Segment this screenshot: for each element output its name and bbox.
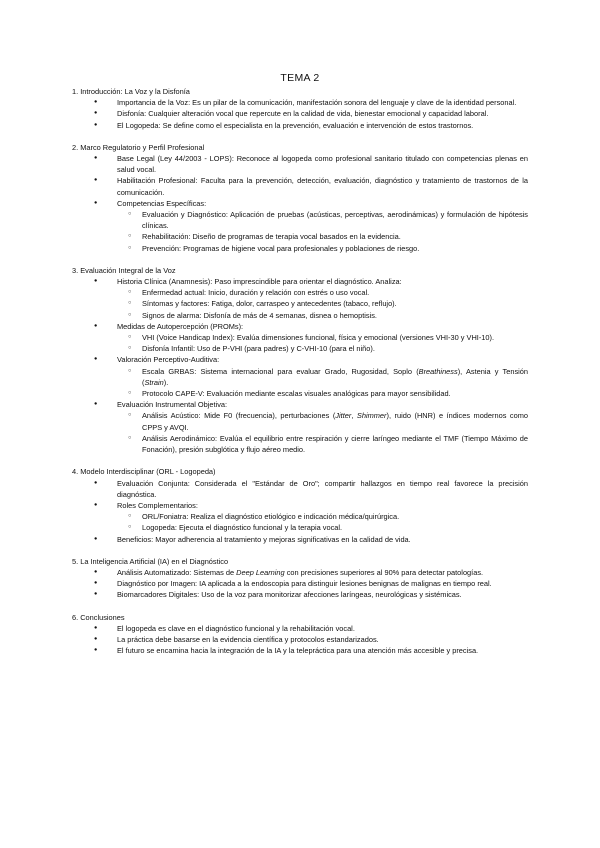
document-body: [72, 86, 528, 667]
section-heading: 2. Marco Regulatorio y Perfil Profesional: [72, 142, 205, 152]
list-item-text: Competencias Específicas:: [117, 198, 207, 208]
list-item: [72, 276, 528, 321]
list-item: [72, 567, 528, 578]
list-item-text: Biomarcadores Digitales: Uso de la voz para monitorizar afecciones laríngeas, neurológicas y sistémicas.: [117, 590, 462, 600]
section-heading: 3. Evaluación Integral de la Voz: [72, 265, 176, 275]
list-item: [72, 321, 528, 355]
section-heading: 6. Conclusiones: [72, 612, 125, 622]
list-item-text: Medidas de Autopercepción (PROMs):: [117, 321, 244, 331]
sub-list: [72, 410, 528, 455]
list-item: [72, 354, 528, 399]
sub-list-item: ○ Prevención: Programas de higiene vocal para profesionales y poblaciones de riesgo.: [72, 243, 528, 254]
list-item: [72, 589, 528, 600]
sub-list-item: ○ Análisis Aerodinámico: Evalúa el equilibrio entre respiración y cierre laríngeo mediante el TMF (Tiempo Máximo de Fonación), presión subglótica y flujo aéreo medio.: [72, 433, 528, 455]
list-item: [72, 478, 528, 500]
section-1: [72, 86, 528, 131]
list-item: [72, 578, 528, 589]
bullet-list: [72, 567, 528, 601]
list-item: [72, 399, 528, 455]
document-title: TEMA 2: [280, 72, 320, 84]
list-item-text: Habilitación Profesional: Faculta para la prevención, detección, evaluación, diagnóstico y tratamiento de trastornos de la comunicación.: [117, 176, 528, 197]
section-2: [72, 142, 528, 254]
section-6: [72, 612, 528, 657]
bullet-list: [72, 97, 528, 131]
sub-list-item: ○ ORL/Foniatra: Realiza el diagnóstico etiológico e indicación médica/quirúrgica.: [72, 511, 528, 522]
list-item: [72, 153, 528, 175]
list-item: [72, 198, 528, 254]
list-item-text: Beneficios: Mayor adherencia al tratamiento y mejoras significativas en la calidad de vida.: [117, 534, 411, 544]
list-item: [72, 97, 528, 108]
bullet-list: [72, 623, 528, 657]
list-item: [72, 108, 528, 119]
list-item-text: El futuro se encamina hacia la integración de la IA y la telepráctica para una atención más accesible y precisa.: [117, 646, 479, 656]
list-item-text: Diagnóstico por Imagen: IA aplicada a la endoscopia para distinguir lesiones benignas de malignas en tiempo real.: [117, 579, 492, 589]
section-3: [72, 265, 528, 455]
sub-list: [72, 332, 528, 354]
sub-list-item: ○ Enfermedad actual: Inicio, duración y relación con estrés o uso vocal.: [72, 287, 528, 298]
list-item-text: Evaluación Conjunta: Considerada el "Estándar de Oro"; compartir hallazgos en tiempo real favorece la precisión diagnóstica.: [117, 478, 528, 499]
list-item-text: Importancia de la Voz: Es un pilar de la comunicación, manifestación sonora del lenguaje y clave de la identidad personal.: [117, 98, 517, 108]
section-heading: 5. La Inteligencia Artificial (IA) en el Diagnóstico: [72, 556, 229, 566]
list-item-text: Análisis Automatizado: Sistemas de Deep Learning con precisiones superiores al 90% para detectar patologías.: [117, 567, 484, 577]
sub-list: [72, 366, 528, 400]
list-item: [72, 175, 528, 197]
list-item-text: Evaluación Instrumental Objetiva:: [117, 400, 228, 410]
list-item-text: La práctica debe basarse en la evidencia científica y protocolos estandarizados.: [117, 634, 379, 644]
bullet-list: [72, 276, 528, 455]
list-item-text: El Logopeda: Se define como el especialista en la prevención, evaluación e intervención de estos trastornos.: [117, 120, 474, 130]
sub-list: [72, 511, 528, 533]
list-item: [72, 500, 528, 534]
bullet-list: [72, 478, 528, 545]
sub-list-item: ○ Disfonía Infantil: Uso de P-VHI (para padres) y C-VHI-10 (para el niño).: [72, 343, 528, 354]
list-item-text: El logopeda es clave en el diagnóstico funcional y la rehabilitación vocal.: [117, 623, 355, 633]
list-item: [72, 623, 528, 634]
list-item: [72, 645, 528, 656]
sub-list-item: ○ Síntomas y factores: Fatiga, dolor, carraspeo y antecedentes (tabaco, reflujo).: [72, 298, 528, 309]
sub-list-item: ○ VHI (Voice Handicap Index): Evalúa dimensiones funcional, física y emocional (versiones VHI-30 y VHI-10).: [72, 332, 528, 343]
sub-list-item: ○ Escala GRBAS: Sistema internacional para evaluar Grado, Rugosidad, Soplo (Breathiness), Astenia y Tensión (Strain).: [72, 366, 528, 388]
section-5: [72, 556, 528, 601]
sub-list-item: ○ Análisis Acústico: Mide F0 (frecuencia), perturbaciones (Jitter, Shimmer), ruido (HNR) e índices modernos como CPPS y AVQI.: [72, 410, 528, 432]
sub-list: [72, 287, 528, 321]
sub-list: [72, 209, 528, 254]
list-item-text: Valoración Perceptivo-Auditiva:: [117, 355, 220, 365]
sub-list-item: ○ Logopeda: Ejecuta el diagnóstico funcional y la terapia vocal.: [72, 522, 528, 533]
section-4: [72, 466, 528, 544]
list-item-text: Disfonía: Cualquier alteración vocal que repercute en la calidad de vida, bienestar emocional y capacidad laboral.: [117, 109, 489, 119]
sub-list-item: ○ Protocolo CAPE-V: Evaluación mediante escalas visuales analógicas para mayor sensibilidad.: [72, 388, 528, 399]
list-item: [72, 120, 528, 131]
list-item-text: Historia Clínica (Anamnesis): Paso imprescindible para orientar el diagnóstico. Analiza:: [117, 277, 402, 287]
list-item-text: Roles Complementarios:: [117, 500, 198, 510]
bullet-list: [72, 153, 528, 254]
sub-list-item: ○ Evaluación y Diagnóstico: Aplicación de pruebas (acústicas, perceptivas, aerodinámicas) y formulación de hipótesis clínicas.: [72, 209, 528, 231]
list-item: [72, 634, 528, 645]
list-item: [72, 534, 528, 545]
sub-list-item: ○ Signos de alarma: Disfonía de más de 4 semanas, disnea o hemoptisis.: [72, 310, 528, 321]
sub-list-item: ○ Rehabilitación: Diseño de programas de terapia vocal basados en la evidencia.: [72, 231, 528, 242]
section-heading: 4. Modelo Interdisciplinar (ORL - Logopeda): [72, 467, 216, 477]
section-heading: 1. Introducción: La Voz y la Disfonía: [72, 87, 190, 96]
list-item-text: Base Legal (Ley 44/2003 - LOPS): Reconoce al logopeda como profesional sanitario titulado con competencias plenas en salud vocal.: [117, 154, 528, 175]
